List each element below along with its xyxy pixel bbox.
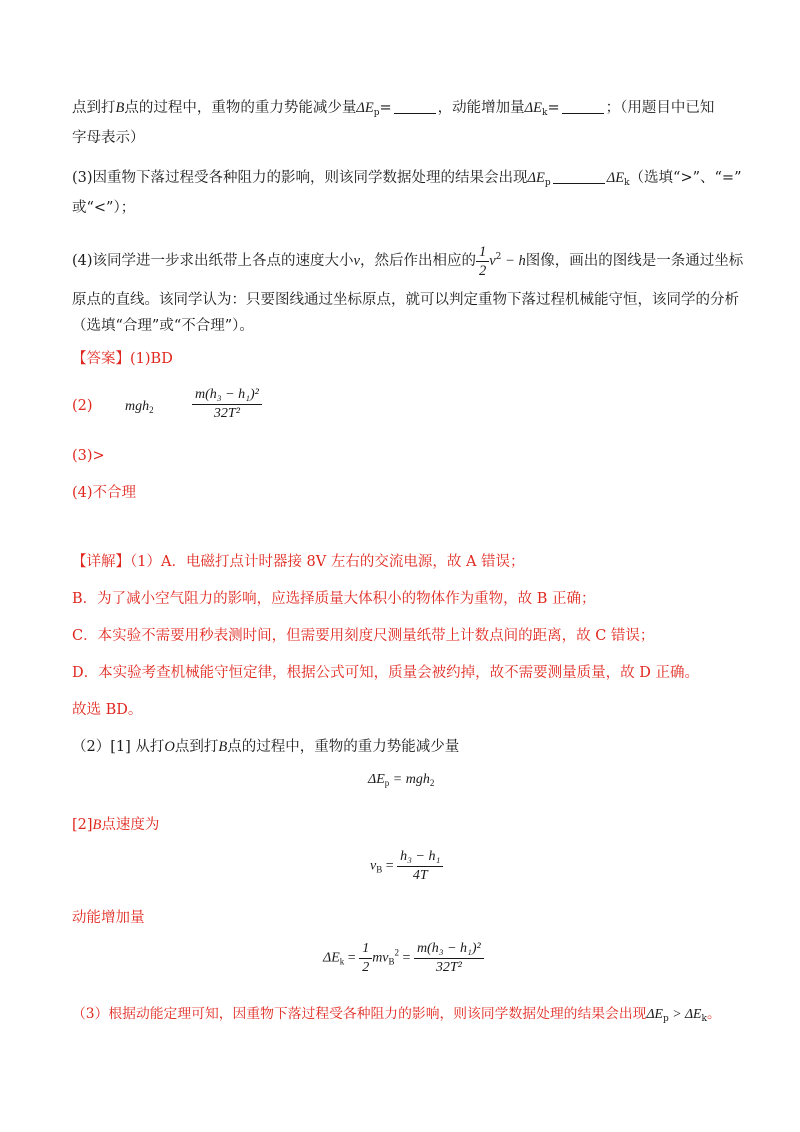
minus-h: − h <box>501 253 526 269</box>
detail-line-8: 动能增加量 <box>72 910 145 926</box>
point-b: B <box>218 739 228 755</box>
delta-ek: ΔE <box>524 100 543 116</box>
detail-line-6: （2）[1] 从打O点到打B点的过程中，重物的重力势能减少量 <box>72 739 460 755</box>
text: ，动能增加量 <box>437 100 525 116</box>
text: 图像，画出的图线是一条通过坐标 <box>525 253 744 269</box>
text: 点到打 <box>72 100 116 116</box>
question-2-line-1 <box>72 98 714 123</box>
sup-2: 2 <box>495 252 502 262</box>
text: （选填“>”、“=” <box>629 170 742 186</box>
detail-line-3: C．本实验不需要用秒表测时间，但需要用刻度尺测量纸带上计数点间的距离，故 C 错误； <box>72 628 655 644</box>
equation-vb: $v_B$ = $\frac{\text{h₃ − h₁}}{4T}$ <box>370 848 443 885</box>
answer-2-number: (2) <box>72 398 93 414</box>
question-4-line-3: （选填“合理”或“不合理”）。 <box>72 318 254 334</box>
answer-3: (3)> <box>72 448 105 464</box>
sub-k: k <box>624 178 630 188</box>
question-4-line-2: 原点的直线。该同学认为：只要图线通过坐标原点，就可以判定重物下落过程机械能守恒，该同学的分析 <box>72 292 739 308</box>
delta-ep: ΔE <box>527 170 545 186</box>
detail-line-5: 故选 BD。 <box>72 702 143 718</box>
detail-line-9: （3）根据动能定理可知，因重物下落过程受各种阻力的影响，则该同学数据处理的结果会出现$\Delta E_p > \Delta E_k$。 <box>72 1006 721 1024</box>
point-b: B <box>115 100 125 116</box>
sub-p: p <box>544 178 551 188</box>
sub-k: k <box>542 108 548 118</box>
question-4-line-1 <box>72 238 743 280</box>
answer-blank-ek[interactable] <box>562 99 604 114</box>
detail-line-7: [2]B点速度为 <box>72 817 160 833</box>
answer-1: (1)BD <box>130 351 173 367</box>
var-v: v <box>489 253 496 269</box>
equation-delta-ep: $\Delta E_p = mgh_2$ <box>368 772 435 788</box>
question-3-line-2: 或“<”）； <box>72 200 136 216</box>
equation-delta-ek: $\Delta E_k$ = $\frac{1}{2}$ $mv_B^2$ = $\frac{\text{m(h₃ − h₁)²}}{\text{32T²}}$ <box>323 940 484 977</box>
answer-label: 【答案】 <box>72 351 130 367</box>
answer-2-value-1: mgh$_2$ <box>125 399 154 415</box>
answer-line-1 <box>72 349 173 369</box>
point-o: O <box>164 739 175 755</box>
fraction-half: $\frac{1}{2}$ <box>476 243 489 280</box>
text: ，然后作出相应的 <box>359 253 476 269</box>
detail-line-2: B．为了减小空气阻力的影响，应选择质量大体积小的物体作为重物，故 B 正确； <box>72 591 596 607</box>
question-3-line-1 <box>72 168 741 193</box>
var-v: v <box>353 253 360 269</box>
answer-2-value-2: $\frac{\text{m(h₃ − h₁)²}}{\text{32T²}}$ <box>192 386 262 423</box>
point-b: B <box>92 817 102 833</box>
answer-blank-compare[interactable] <box>553 169 605 184</box>
sub-p: p <box>373 108 380 118</box>
detail-line-1: 【详解】（1）A．电磁打点计时器接 8V 左右的交流电源，故 A 错误； <box>72 554 525 570</box>
answer-4: (4)不合理 <box>72 485 137 501</box>
delta-ek: ΔE <box>606 170 625 186</box>
detail-label: 【详解】 <box>72 554 130 570</box>
text: 点的过程中，重物的重力势能减少量 <box>124 100 357 116</box>
answer-blank-ep[interactable] <box>394 99 436 114</box>
text: ；（用题目中已知 <box>605 100 715 116</box>
text: (3)因重物下落过程受各种阻力的影响，则该同学数据处理的结果会出现 <box>72 170 528 186</box>
question-2-line-2: 字母表示） <box>72 130 145 146</box>
delta-ep: ΔE <box>356 100 374 116</box>
detail-line-4: D．本实验考查机械能守恒定律，根据公式可知，质量会被约掉，故不需要测量质量，故 D 正确。 <box>72 665 699 681</box>
equals: = <box>547 100 560 116</box>
text: (4)该同学进一步求出纸带上各点的速度大小 <box>72 253 354 269</box>
equals: = <box>379 100 392 116</box>
